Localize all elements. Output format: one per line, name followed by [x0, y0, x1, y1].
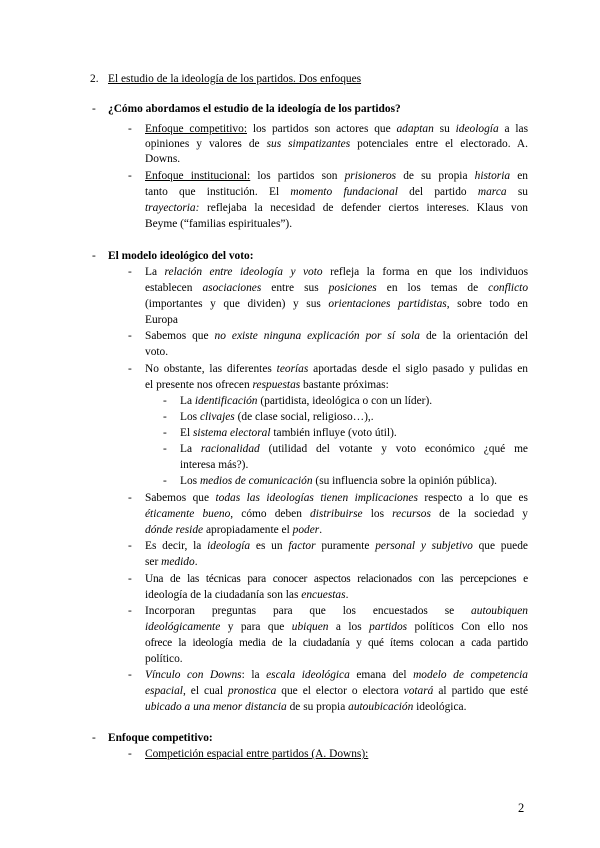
b1-line3: (importantes y que dividen) y sus orientaciones partidistas, sobre todo en [145, 298, 528, 310]
competitivo-line2: opiniones y valores de sus simpatizantes potenciales entre el electorado. A. [145, 138, 528, 150]
institucional-line3: trayectoria: reflejaba la necesidad de defender ciertos intereses. Klaus von [145, 202, 528, 214]
competitivo-line1: Enfoque competitivo: los partidos son actores que adaptan su ideología a las [145, 123, 529, 135]
institucional-line1: Enfoque institucional: los partidos son prisioneros de su propia historia en [145, 170, 528, 182]
b4-line1: Sabemos que todas las ideologías tienen implicaciones respecto a lo que es [145, 492, 528, 504]
sub-bullet-dash: - [163, 411, 167, 423]
b3-line2: el presente nos ofrecen respuestas bastante próximas: [145, 379, 389, 391]
b8-line1: Vínculo con Downs: la escala ideológica emana del modelo de competencia [145, 669, 529, 681]
competitivo-line3: Downs. [145, 153, 181, 165]
b5-line2: ser medido. [145, 556, 198, 568]
bullet-dash: - [128, 170, 132, 182]
page-number: 2 [518, 801, 525, 815]
section-title: El estudio de la ideología de los partidos. Dos enfoques [108, 73, 362, 85]
b4-line2: éticamente bueno, cómo deben distribuirse los recursos de la sociedad y [145, 508, 528, 520]
b2-line2: voto. [145, 346, 169, 358]
bullet-dash: - [128, 573, 132, 585]
competitivo2-sub: Competición espacial entre partidos (A. Downs): [145, 748, 369, 760]
section-number: 2. [90, 73, 99, 85]
sub-identificacion: La identificación (partidista, ideológica o con un líder). [180, 395, 433, 407]
institucional-line2: tanto que institución. El momento fundacional del partido marca su [145, 186, 528, 198]
b7-line4: político. [145, 653, 183, 665]
b1-line1: La relación entre ideología y voto refleja la forma en que los individuos [145, 266, 528, 278]
b7-line2: ideológicamente y para que ubiquen a los partidos políticos Con ello nos [145, 621, 528, 633]
bullet-dash: - [92, 732, 96, 744]
bullet-dash: - [128, 540, 132, 552]
b1-line4: Europa [145, 314, 178, 326]
bullet-dash: - [128, 669, 132, 681]
bullet-dash: - [92, 250, 96, 262]
bullet-dash: - [92, 103, 96, 115]
bullet-dash: - [128, 363, 132, 375]
sub-racionalidad-line2: interesa más?). [180, 459, 249, 471]
q1-heading: ¿Cómo abordamos el estudio de la ideología de los partidos? [108, 103, 401, 115]
bullet-dash: - [128, 266, 132, 278]
sub-clivajes: Los clivajes (de clase social, religioso…),. [180, 411, 374, 423]
institucional-line4: Beyme (“familias espirituales”). [145, 218, 293, 230]
b5-line1: Es decir, la ideología es un factor puramente personal y subjetivo que puede [145, 540, 528, 552]
sub-bullet-dash: - [163, 443, 167, 455]
bullet-dash: - [128, 123, 132, 135]
modelo-heading: El modelo ideológico del voto: [108, 250, 254, 262]
b6-line2: ideología de la ciudadanía son las encuestas. [145, 589, 349, 601]
b3-line1: No obstante, las diferentes teorías aportadas desde el siglo pasado y pulidas en [145, 363, 528, 375]
bullet-dash: - [128, 492, 132, 504]
bullet-dash: - [128, 605, 132, 617]
bullet-dash: - [128, 748, 132, 760]
sub-bullet-dash: - [163, 475, 167, 487]
sub-bullet-dash: - [163, 395, 167, 407]
sub-racionalidad-line1: La racionalidad (utilidad del votante y voto económico ¿qué me [180, 443, 528, 455]
competitivo2-heading: Enfoque competitivo: [108, 732, 213, 744]
b8-line3: ubicado a una menor distancia de su propia autoubicación ideológica. [145, 701, 467, 713]
b7-line1: Incorporan preguntas para que los encuestados se autoubiquen [145, 605, 528, 617]
bullet-dash: - [128, 330, 132, 342]
sub-medios: Los medios de comunicación (su influencia sobre la opinión pública). [180, 475, 497, 487]
b2-line1: Sabemos que no existe ninguna explicación por sí sola de la orientación del [145, 330, 528, 342]
b4-line3: dónde reside apropiadamente el poder. [145, 524, 323, 536]
sub-sistema-electoral: El sistema electoral también influye (voto útil). [180, 427, 397, 439]
sub-bullet-dash: - [163, 427, 167, 439]
b8-line2: espacial, el cual pronostica que el elector o electora votará al partido que esté [145, 685, 528, 697]
b7-line3: ofrece la ideología media de la ciudadanía y qué ítems colocan a cada partido [145, 637, 528, 649]
b6-line1: Una de las técnicas para conocer aspectos relacionados con las percepciones e [145, 573, 528, 585]
b1-line2: establecen asociaciones entre sus posiciones en los temas de conflicto [145, 282, 529, 294]
